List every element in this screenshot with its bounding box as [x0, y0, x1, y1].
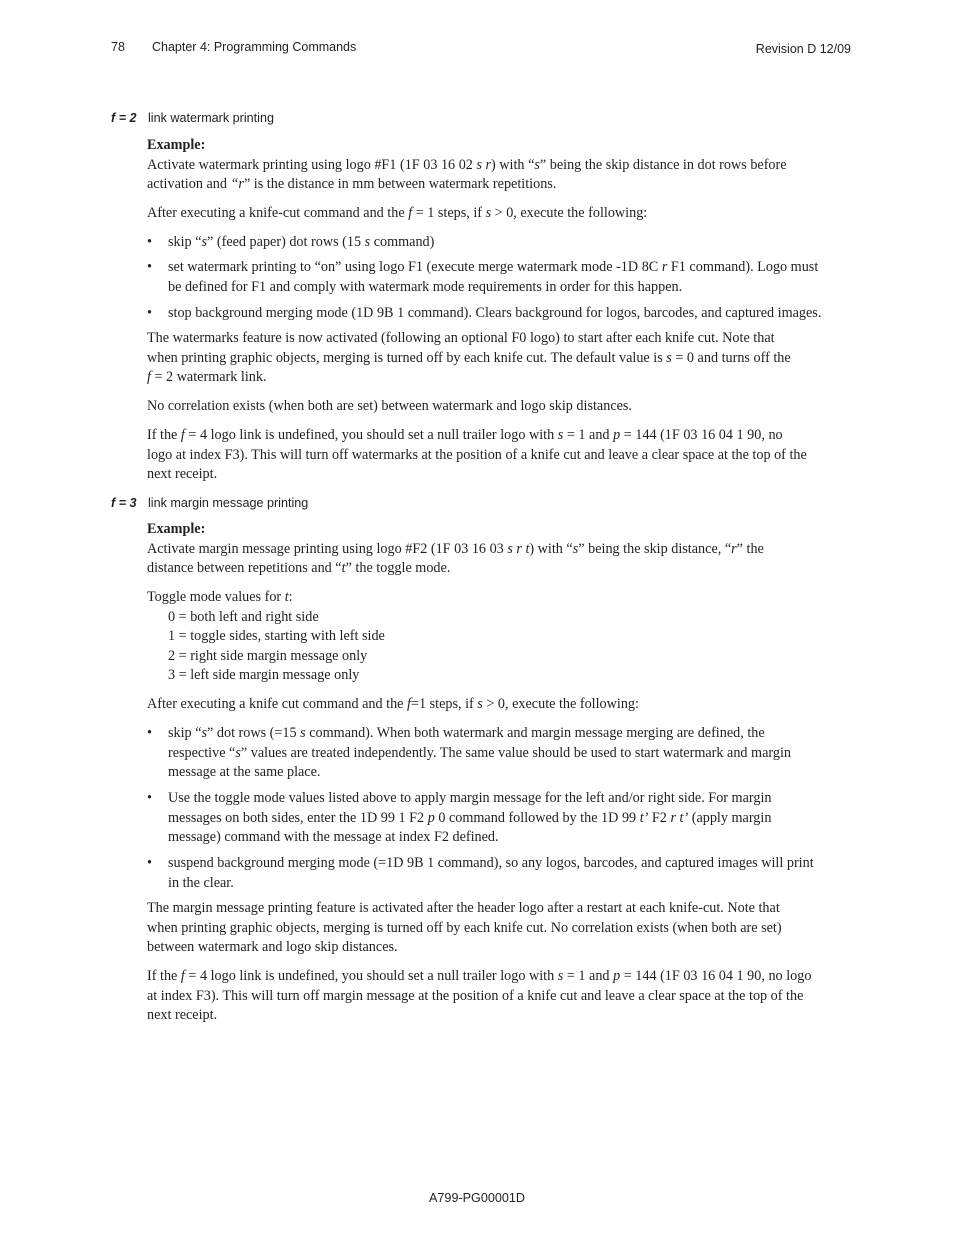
page-footer [0, 1191, 954, 1205]
bullet-icon: • [147, 234, 152, 250]
bullet-icon: • [147, 305, 152, 321]
bullet-icon: • [147, 725, 152, 741]
revision-label: Revision D 12/09 [755, 42, 851, 56]
section-label-f2: f = 2 [111, 111, 137, 125]
bullet-item: • stop background merging mode (1D 9B 1 command). Clears background for logos, barcodes, and captured images. [147, 304, 853, 324]
bullet-item: • suspend background merging mode (=1D 9B 1 command), so any logos, barcodes, and captured images will print in the clear. [147, 855, 814, 891]
example-text-line: activation and “r” is the distance in mm between watermark repetitions. [147, 176, 557, 193]
toggle-value: 1 = toggle sides, starting with left side [168, 628, 385, 645]
chapter-title: Chapter 4: Programming Commands [152, 40, 357, 54]
page-header [111, 40, 851, 60]
example-text-line: Activate margin message printing using logo #F2 (1F 03 16 03 s r t) with “s” being the skip distance, “r” the [147, 540, 764, 557]
paragraph: If the f = 4 logo link is undefined, you should set a null trailer logo with s = 1 and p = 144 (1F 03 16 04 1 90, no logo at index F3). This will turn off margin message at the position of a knife cut and leave a clear space at the top of the next receipt. [147, 968, 812, 1024]
paragraph: After executing a knife cut command and the f=1 steps, if s > 0, execute the following: [147, 696, 639, 712]
bullet-icon: • [147, 259, 152, 275]
bullet-icon: • [147, 855, 152, 871]
page-number: 78 [111, 40, 125, 54]
paragraph: No correlation exists (when both are set) between watermark and logo skip distances. [147, 398, 632, 414]
example-title: Example: [147, 137, 206, 153]
paragraph: If the f = 4 logo link is undefined, you should set a null trailer logo with s = 1 and p = 144 (1F 03 16 04 1 90, no logo at index F3). This will turn off watermarks at the position of a knife cut and leave a clear space at the top of the next receipt. [147, 427, 807, 483]
section-heading-f2 [111, 109, 274, 129]
section-heading-f3 [111, 494, 308, 514]
section-title-f3: link margin message printing [148, 496, 309, 510]
example-title: Example: [147, 521, 206, 537]
example-text-line: Activate watermark printing using logo #F1 (1F 03 16 02 s r) with “s” being the skip distance in dot rows before [147, 156, 787, 173]
bullet-item: • Use the toggle mode values listed above to apply margin message for the left and/or right side. For margin messages on both sides, enter the 1D 99 1 F2 p 0 command followed by the 1D 99 t’ F2 r t’ (apply margin message) command with the message at index F2 defined. [147, 790, 772, 846]
example-block-f2 [147, 136, 853, 195]
toggle-value: 2 = right side margin message only [168, 647, 368, 664]
bullet-item: • skip “s” (feed paper) dot rows (15 s command) [147, 233, 853, 253]
toggle-mode-block: Toggle mode values for t: 0 = both left and right side 1 = toggle sides, starting with left side 2 = right side margin message only 3 = left side margin message only [147, 588, 853, 686]
example-text-line: distance between repetitions and “t” the toggle mode. [147, 560, 451, 577]
toggle-value: 0 = both left and right side [168, 608, 319, 625]
bullet-item: • set watermark printing to “on” using logo F1 (execute merge watermark mode -1D 8C r F1 command). Logo must be defined for F1 and comply with watermark mode requirements in order for this happen. [147, 259, 819, 295]
toggle-value: 3 = left side margin message only [168, 667, 360, 684]
section-label-f3: f = 3 [111, 496, 137, 510]
document-id: A799-PG00001D [429, 1191, 525, 1205]
section-title-f2: link watermark printing [148, 111, 274, 125]
bullet-icon: • [147, 790, 152, 806]
bullet-item: • skip “s” dot rows (=15 s command). When both watermark and margin message merging are defined, the respective “s” values are treated independently. The same value should be used to start watermark and margin message at the same place. [147, 725, 791, 781]
paragraph: The margin message printing feature is activated after the header logo after a restart at each knife-cut. Note that when printing graphic objects, merging is turned off by each knife cut. No correlation exists (when both are set) between watermark and logo skip distances. [147, 900, 782, 956]
paragraph: The watermarks feature is now activated (following an optional F0 logo) to start after each knife cut. Note that when printing graphic objects, merging is turned off by each knife cut. The default value is s = 0 and turns off the f = 2 watermark link. [147, 330, 791, 386]
example-block-f3 [147, 520, 853, 579]
paragraph: After executing a knife-cut command and the f = 1 steps, if s > 0, execute the following: [147, 205, 648, 221]
